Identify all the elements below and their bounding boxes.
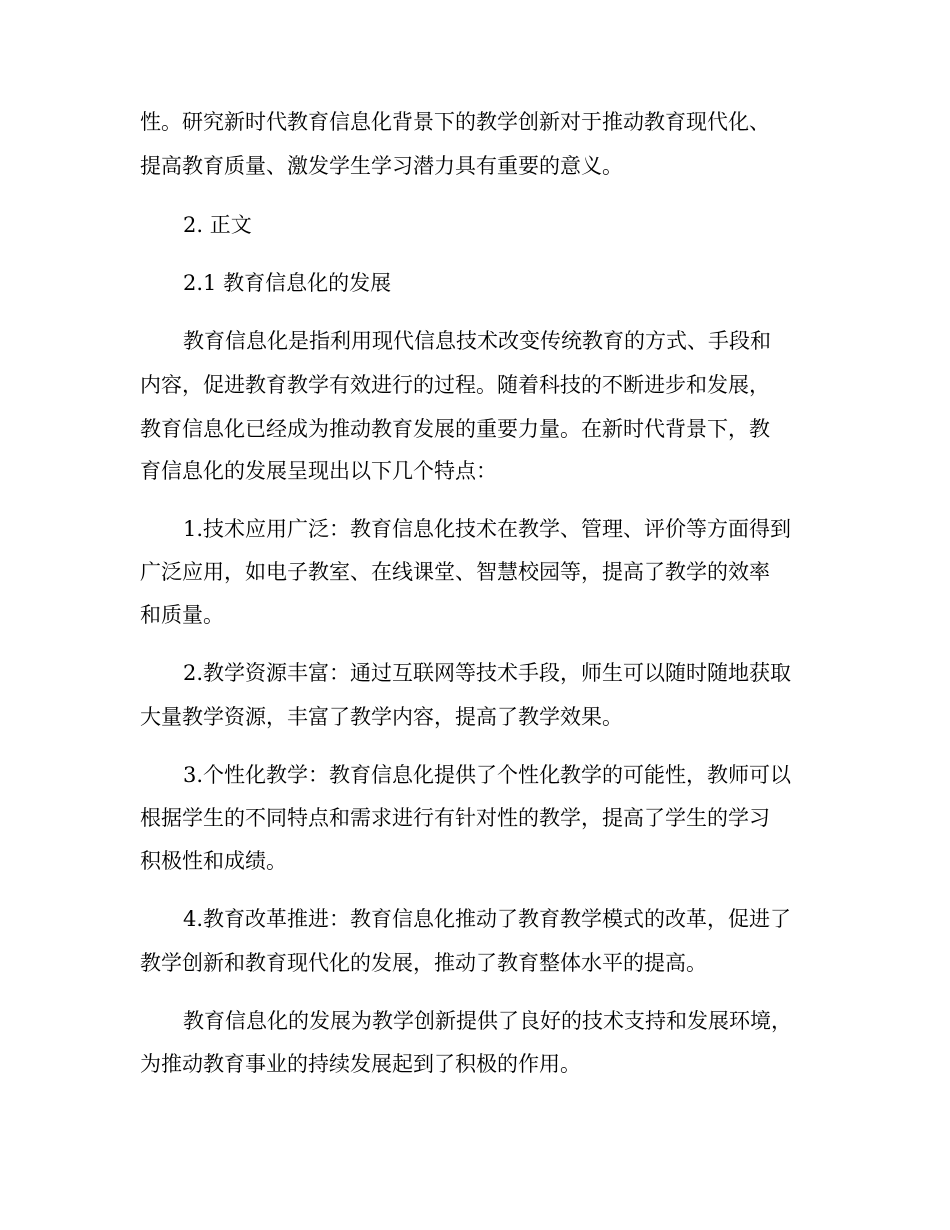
paragraph-line: 育信息化的发展呈现出以下几个特点： [140,459,497,483]
section-heading: 2. 正文 [183,213,252,237]
paragraph-line: 提高教育质量、激发学生学习潜力具有重要的意义。 [140,154,623,178]
paragraph-line: 教育信息化的发展为教学创新提供了良好的技术支持和发展环境， [183,1009,792,1033]
list-item-line: 积极性和成绩。 [140,849,287,873]
paragraph-line: 性。研究新时代教育信息化背景下的教学创新对于推动教育现代化、 [140,110,770,134]
paragraph-line: 为推动教育事业的持续发展起到了积极的作用。 [140,1052,581,1076]
list-item-line: 和质量。 [140,603,224,627]
list-item-line: 根据学生的不同特点和需求进行有针对性的教学，提高了学生的学习 [140,806,770,830]
list-item-line: 2.教学资源丰富：通过互联网等技术手段，师生可以随时随地获取 [183,661,792,685]
subsection-heading: 2.1 教育信息化的发展 [183,271,392,295]
list-item-line: 4.教育改革推进：教育信息化推动了教育教学模式的改革，促进了 [183,907,792,931]
paragraph-line: 教育信息化已经成为推动教育发展的重要力量。在新时代背景下，教 [140,417,770,441]
paragraph-line: 内容，促进教育教学有效进行的过程。随着科技的不断进步和发展， [140,373,770,397]
list-item-line: 教学创新和教育现代化的发展，推动了教育整体水平的提高。 [140,951,707,975]
list-item-line: 广泛应用，如电子教室、在线课堂、智慧校园等，提高了教学的效率 [140,560,770,584]
paragraph-line: 教育信息化是指利用现代信息技术改变传统教育的方式、手段和 [183,329,771,353]
list-item-line: 大量教学资源，丰富了教学内容，提高了教学效果。 [140,705,623,729]
list-item-line: 3.个性化教学：教育信息化提供了个性化教学的可能性，教师可以 [183,763,792,787]
list-item-line: 1.技术应用广泛：教育信息化技术在教学、管理、评价等方面得到 [183,517,792,541]
